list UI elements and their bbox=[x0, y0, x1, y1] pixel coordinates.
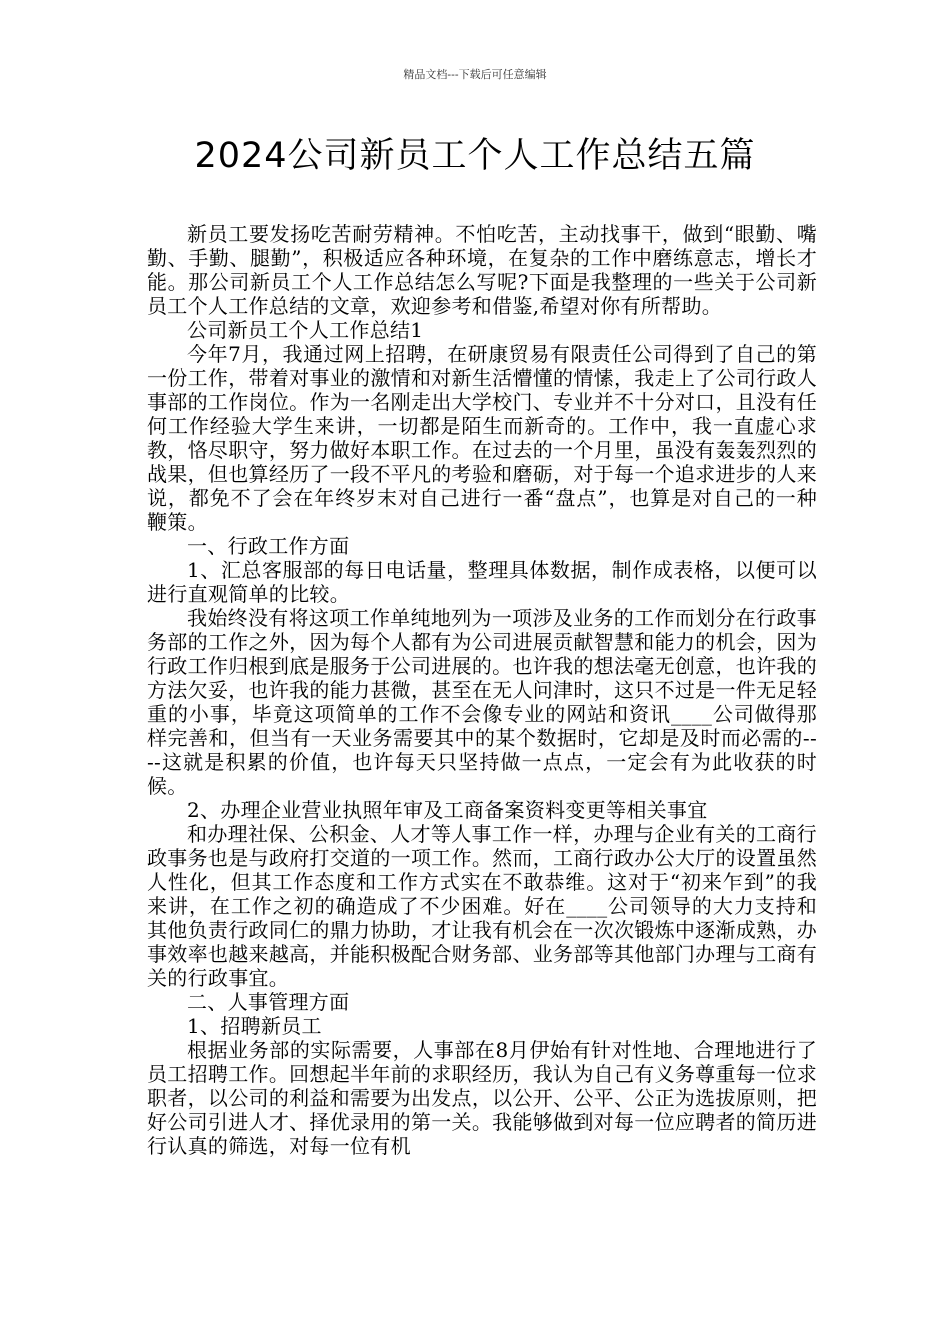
section-heading-summary-1: 公司新员工个人工作总结1 bbox=[187, 318, 424, 342]
document-title: 2024公司新员工个人工作总结五篇 bbox=[194, 136, 756, 176]
body-paragraph: 根据业务部的实际需要，人事部在8月伊始有针对性地、合理地进行了员工招聘工作。回想起半年前的求职经历，我认为自己有义务尊重每一位求职者，以公司的利益和需要为出发点，以公开、公平、公正为选拔原则，把好公司引进人才、择优录用的第一关。我能够做到对每一位应聘者的简历进行认真的筛选，对每一位有机 bbox=[147, 1038, 817, 1158]
section-heading-admin: 一、行政工作方面 bbox=[187, 534, 350, 558]
body-paragraph: 今年7月，我通过网上招聘，在研康贸易有限责任公司得到了自己的第一份工作，带着对事业的激情和对新生活懵懂的情愫，我走上了公司行政人事部的工作岗位。作为一名刚走出大学校门、专业并不十分对口，且没有任何工作经验大学生来讲，一切都是陌生而新奇的。工作中，我一直虚心求教，恪尽职守，努力做好本职工作。在过去的一个月里，虽没有轰轰烈烈的战果，但也算经历了一段不平凡的考验和磨砺，对于每一个追求进步的人来说，都免不了会在年终岁末对自己进行一番“盘点”，也算是对自己的一种鞭策。 bbox=[147, 342, 817, 534]
subheading-recruitment: 1、招聘新员工 bbox=[187, 1014, 322, 1038]
body-paragraph: 1、汇总客服部的每日电话量，整理具体数据，制作成表格，以便可以进行直观简单的比较。 bbox=[147, 558, 817, 606]
document-body bbox=[147, 222, 817, 1158]
header-note: 精品文档---下载后可任意编辑 bbox=[403, 68, 547, 81]
body-paragraph: 和办理社保、公积金、人才等人事工作一样，办理与企业有关的工商行政事务也是与政府打交道的一项工作。然而，工商行政办公大厅的设置虽然人性化，但其工作态度和工作方式实在不敢恭维。这对于“初来乍到”的我来讲，在工作之初的确造成了不少困难。好在____公司领导的大力支持和其他负责行政同仁的鼎力协助，才让我有机会在一次次锻炼中逐渐成熟，办事效率也越来越高，并能积极配合财务部、业务部等其他部门办理与工商有关的行政事宜。 bbox=[147, 822, 817, 990]
section-heading-hr: 二、人事管理方面 bbox=[187, 990, 350, 1014]
intro-paragraph: 新员工要发扬吃苦耐劳精神。不怕吃苦，主动找事干，做到“眼勤、嘴勤、手勤、腿勤”，积极适应各种环境，在复杂的工作中磨练意志，增长才能。那公司新员工个人工作总结怎么写呢?下面是我整理的一些关于公司新员工个人工作总结的文章，欢迎参考和借鉴,希望对你有所帮助。 bbox=[147, 222, 817, 318]
body-paragraph: 我始终没有将这项工作单纯地列为一项涉及业务的工作而划分在行政事务部的工作之外，因为每个人都有为公司进展贡献智慧和能力的机会，因为行政工作归根到底是服务于公司进展的。也许我的想法毫无创意，也许我的方法欠妥，也许我的能力甚微，甚至在无人问津时，这只不过是一件无足轻重的小事，毕竟这项简单的工作不会像专业的网站和资讯____公司做得那样完善和，但当有一天业务需要其中的某个数据时，它却是及时而必需的----这就是积累的价值，也许每天只坚持做一点点，一定会有为此收获的时候。 bbox=[147, 606, 817, 798]
subheading-business-license: 2、办理企业营业执照年审及工商备案资料变更等相关事宜 bbox=[187, 798, 708, 822]
